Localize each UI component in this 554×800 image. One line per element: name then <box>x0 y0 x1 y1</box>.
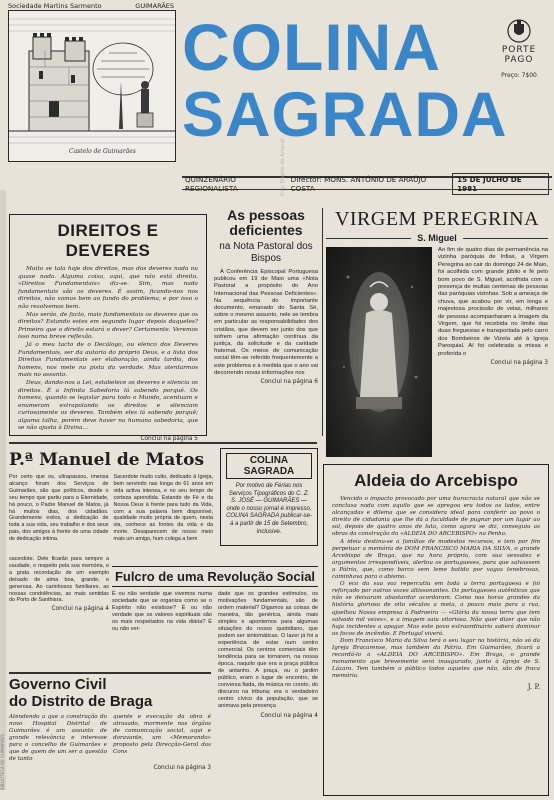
article-direitos-title: DIREITOS E DEVERES <box>57 221 159 260</box>
postage-seal <box>490 18 548 79</box>
masthead-title-line1: COLINA <box>182 10 441 84</box>
notice-colina <box>220 448 318 546</box>
virgin-statue-icon <box>326 247 432 457</box>
price: Preço: 7$00 <box>501 71 537 79</box>
masthead-top-line <box>8 2 174 10</box>
margin-strip-label: BIBLIOTECA DE GUIMARÃES <box>0 734 5 790</box>
castle-drawing-icon <box>9 11 175 161</box>
article-manuel-title: P.ª Manuel de Matos <box>9 450 205 470</box>
virgin-statue-photo <box>326 247 432 457</box>
article-fulcro-col1: É ou não verdade que vivemos numa sociedade que se organiza como se o Espírito não existisse? É ou não verdade que os valores espirituais são os mais respeitados na vida diária? É ou não ver- <box>112 591 212 632</box>
article-direitos-p3: Já o meu tacto de o Decálogo, ou elenco dos Deveres Fundamentais, ser da autoria do próprio Deus, e a lista dos Direitos Fundamentais ser elaboração, ainda tardia, dos homens, nos mete na pista da verdade. Mas atentarmos mais no assunto. <box>18 341 198 379</box>
masthead-illustration <box>8 10 176 162</box>
horizontal-rule <box>9 442 317 444</box>
article-aldeia-p1: Vencido o impacto provocado por uma burocracia natural que não se conclusa nada com aquilo que se apregoa era todos os lados, entre alcançadas e dilema que se considera ideal para conferir ao povo o direito de cidadania que lhe dá a faculdade de pugnar por um lugar ao sol, depois de quatro anos de luta, como agora se diz, conseguiu as obras da construção da «ALDEIA DO ARCEBISPO» na Penha. <box>332 496 540 538</box>
postage-line1: PORTE <box>501 45 537 55</box>
svg-text:Castelo de Guimarães: Castelo de Guimarães <box>69 148 136 155</box>
article-direitos <box>9 214 207 443</box>
article-aldeia-p2: A ideia destina-se a famílias de modestos recursos, e tem por fim perpetuar a memória de DOM FRANCISCO MARIA DA SILVA, o grande Arcebispo de Braga, que na hora própria, com sua sensatez e argumentos irrespondíveis, alertou os portugueses, para que salvassem a Pátria, que, como barco sem leme batido por vagas tenebrosas, caminhava para o abismo. <box>332 538 540 581</box>
article-direitos-continuation: Conclui na página 5 <box>140 436 198 443</box>
periodicity: QUINZENÁRIO REGIONALISTA <box>185 174 238 193</box>
article-manuel-continuation: Conclui na página 4 <box>51 606 109 613</box>
article-deficientes-title: As pessoas deficientes <box>227 207 305 238</box>
horizontal-rule-2 <box>9 672 211 674</box>
coat-of-arms-icon <box>506 18 532 44</box>
article-virgem-continuation: Conclui na página 3 <box>490 360 548 367</box>
manuel-col3-box <box>9 556 109 666</box>
watermark: Eng. Duarte do Amaral <box>280 138 286 196</box>
article-direitos-p1: Muito se tala hoje dos direitos, mas dos deveres nada ou quase nada. Alguma coisa, aqui, que não está direito. «Direitos Fundamentais» diz-se. Sim, mas nada fundamentais são os deveres. É assim, ficando-nos nos direitos, não vamos bem ao fundo do problema, e por isso o não resolvemos bem. <box>18 266 198 310</box>
article-virgem-title: VIRGEM PEREGRINA <box>334 208 540 230</box>
article-virgem-byline: S. Miguel <box>417 233 457 243</box>
column-rule <box>322 208 323 436</box>
article-direitos-p2: Mas serão, de facto, mais fundamentais os deveres que os direitos? Estando estes em segundo lugar depois daqueles? Primeiro que o direito estará o dever? Certamente. Veremos isso numa breve reflexão. <box>18 311 198 341</box>
director: Director: MONS. ANTÓNIO DE ARAÚJO COSTA <box>290 174 427 193</box>
article-virgem-body: Ao fim de quatro dias de permanência na vizinha paróquia de Infias, a Virgem Peregrina ao cair do domingo 24 de Maio, foi acolhida com grande júbilo e fé pelo bom povo de S. Miguel, acolhida com a presença de muitas centenas de pessoas das paróquias vizinhas. Sob a ameaça de chuva, que acabou por vir, em longa e majestosa procissão de velas, milhares de pessoas acompanharam a Imagem da Virgem, que foi recebida no limite das duas freguesias e transportada pelo carro dos Bombeiros de Vizela até à Igreja Paroquial. Aí foi celebrada a missa e proferida o <box>438 247 548 357</box>
article-manuel-col2: Sacerdote muito culto, dedicado à Igreja, bem servindo nas longa de 61 anos em vida activa intensa, e no seu tempo de certeza aprendida. Estando de Fé e da Nossa Deus à frente para tudo da Vida, com a sua palavra bem disponível, qualidade muito própria de quem, nesta via, conhece as fontes da vida e da morte. Desaparecem de nosso meio mais um amigo, hum colega a bem <box>113 474 213 543</box>
article-direitos-p4: Deus, dando-nos a Lei, estabelece os deveres e silencia os direitos. É a Infinita Sabedoria lá sabendo porquê. Os homens, quando se legislar para todo o Mundo, acentuam e enumeram extrapolando os direitos e silenciam curiosamente os deveres. Também eles lá sabendo porquê; alguma talha, porém deve haver na humana sabedoria, que se não ajusta à Divina... <box>18 379 198 432</box>
article-fulcro-title: Fulcro de uma Revolução Social <box>112 566 318 587</box>
issue-date: 15 DE JULHO DE 1981 <box>452 173 549 195</box>
margin-strip <box>0 190 6 790</box>
article-governo <box>9 676 211 798</box>
article-governo-title-2: do Distrito de Braga <box>9 693 153 710</box>
article-virgem-byline-row <box>326 233 548 243</box>
article-deficientes <box>214 208 318 408</box>
article-governo-col2: quente e execução da obra é atrasado, mormente nos órgãos de comunicação social, aqui e doravante, um «Memorando» proposto pela Direcção-Geral das Cons <box>113 714 211 755</box>
article-governo-continuation: Conclui na página 3 <box>153 765 211 771</box>
masthead-title-line2: SAGRADA <box>182 80 508 150</box>
article-manuel-col1: Por certo que os, ultrapassou, imensa alcanço foram dos Serviços de Guimarães, são que políticos, desde o seu tempo que partiu para a Eternidade, há pouco, o Padre Manuel de Matos, já há muitos dias, dos cidadãos. Grandemente exilos, a dedicação de toda a sua vida, seu trabalho e dos seus pais, dos amigos à frente de uma cidade de dedicação intima. <box>9 474 109 543</box>
article-manuel <box>9 450 213 560</box>
article-aldeia-title: Aldeia do Arcebispo <box>354 471 518 490</box>
article-aldeia <box>323 464 549 796</box>
notice-colina-title: COLINA SAGRADA <box>226 453 312 479</box>
article-fulcro-continuation: Conclui na página 4 <box>260 713 318 719</box>
notice-colina-body: Por motivo de Férias nos Serviços Tipográficos do C. Z. S. JOSÉ — GUIMARÃES — onde o nosso jornal é impresso, COLINA SAGRADA publicar-se-á a partir de 15 de Setembro, inclusive. <box>226 483 312 535</box>
city-stamp: GUIMARÃES <box>135 2 174 10</box>
article-aldeia-signature: J. P. <box>527 683 540 692</box>
article-deficientes-body: A Conferência Episcopal Portuguesa publicou em 19 de Maio uma «Nota Pastoral a propósito do Ano Internacional das Pessoas Deficientes». Na sequência do importante documento, emanado do Santa Sé, sobre o mesmo assunto, nele se lembra em particular as responsabilidades dos cristãos, que devem ser junto dos que sofrem uma afirmação contínua da justiça, da solicitude e da caridade fraternal. Os meios de comunicação social têm-se referido frequentemente a este problema e à medida que o ano vai decorrendo novas informações nos <box>214 269 318 376</box>
postage-line2: PAGO <box>504 54 534 65</box>
article-deficientes-subtitle: na Nota Pastoral dos Bispos <box>219 241 313 264</box>
article-aldeia-p3: O eco da sua voz repercutiu em toda a terra portuguesa e foi reforçado por outras vozes altissonantes. Os portugueses autênticos que não se deixaram abastardar acordaram. Como nas horas grandes da história gloriosa de oito séculos a meta, a pouco mais para a rua, ajoelhou Nossa empresa à Padroeira — «Glória da nossa terra que tem salvado mil vezes», e a imagem saiu vitoriosa. Não quer dizer que não haja incidentes a apagar. Mas este povo extraordinário saberá dominar os focos de incêndio. E Portugal viverá. <box>332 581 540 637</box>
article-virgem <box>326 208 548 456</box>
article-manuel-col3: sacerdote. Dele ficarão para sempre a saudade, o respeito pela sua memória, e a grata recordação de um exemplo deixado de alma boa, grande, e generosa. Ao carinhosos familiares, as nossas condolências, as mais sentidas do Porto de Santhiara. <box>9 556 109 604</box>
article-fulcro-col2: dade que os grandes estímulos, os motivações fundamentais, são de ordem material? Digamos as coisas de maneira, tão genérica, ainda mais simples e apontemos para algumas situações do nosso quotidiano, que podem ser sintomáticas. O lazer já foi a experiência de estar num centro comercial. Os centros comerciais têm tendência para se tornarem, na nossa época, naquilo que era a praça pública de antanho. A praça, ou o jardim público, eram o lugar de encontro, de conversa fiada, da música no coreto, do discurso na tribuna; era o verdadeiro centro cívico da população, que se animava pela presença <box>218 591 318 709</box>
library-stamp: Sociedade Martins Sarmento <box>8 2 102 10</box>
article-deficientes-continuation: Conclui na página 6 <box>260 379 318 386</box>
article-aldeia-p4: Dom Francisco Maria da Silva terá o seu lugar na história, não só da Igreja Bracarense, mas também da Pátria. Em Guimarães, ficará a recordá-lo a «ALDEIA DO ARCEBISPO». Em Braga, o grande monumento que brevemente será inaugurado, junto à Igreja de S. Lázaro. Tem também o público todos aqueles que não, são de fraca memória. <box>332 637 540 680</box>
article-governo-col1: Atendendo a que a construção do novo Hospital Distrital de Guimarães é um assunto de grande relevância e interesse para o concelho de Guimarães e que de quem de um ser a questão de tanto <box>9 714 107 762</box>
masthead-meta-bar <box>182 174 552 193</box>
article-governo-title-1: Governo Civil <box>9 676 107 693</box>
